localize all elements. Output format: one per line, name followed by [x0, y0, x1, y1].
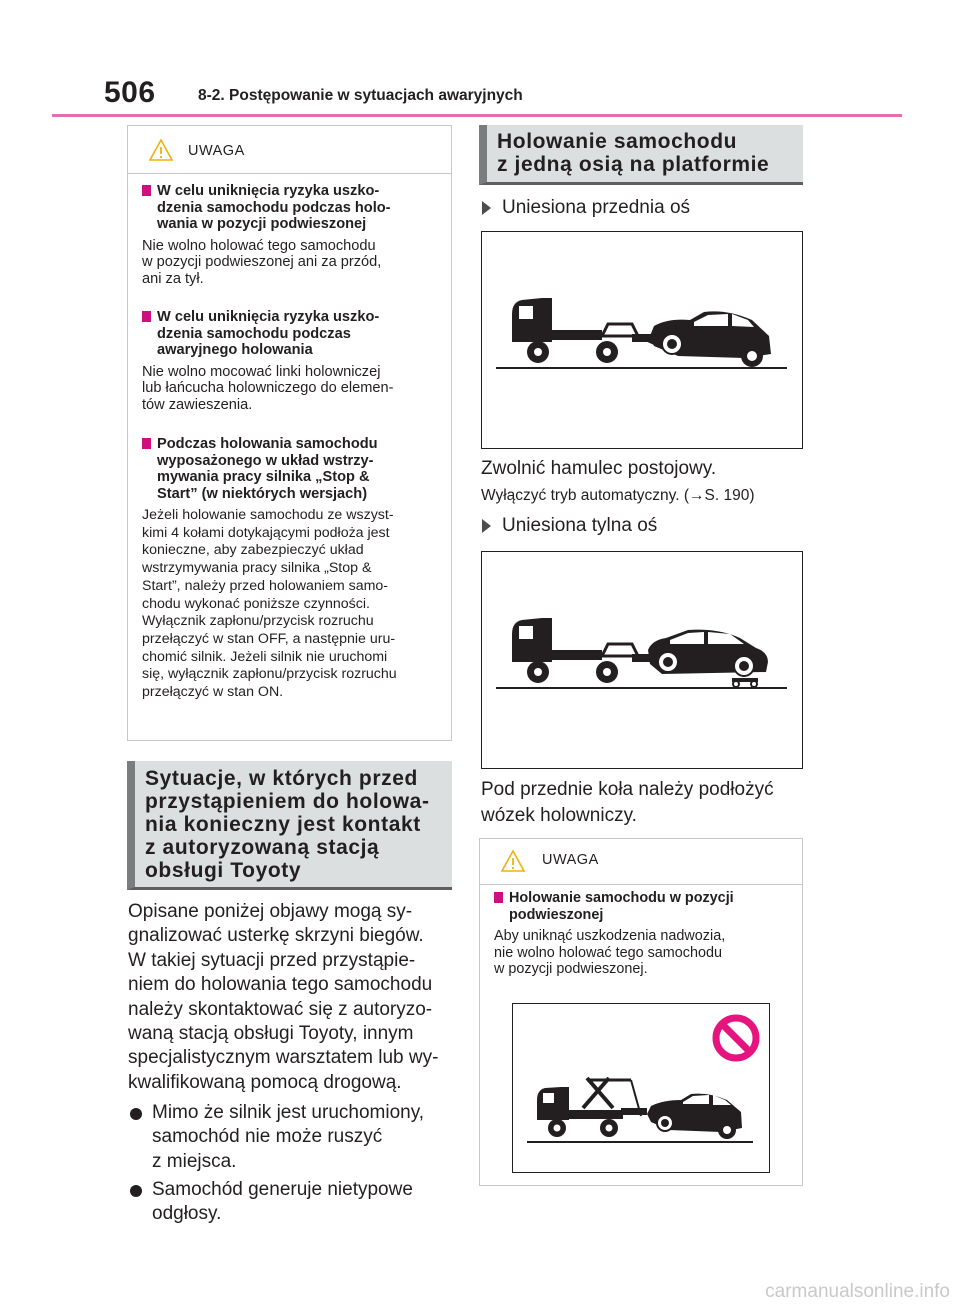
rear-axle-text: Uniesiona tylna oś — [502, 515, 658, 536]
bullet-line: odgłosy. — [152, 1203, 222, 1225]
warning-body-line: wstrzymywania pracy silnika „Stop & — [142, 560, 372, 577]
warning-body-line: chomić silnik. Jeżeli silnik nie uruchomi — [142, 648, 388, 665]
bullet-dot — [130, 1108, 142, 1120]
warning-title: UWAGA — [542, 852, 599, 868]
prohibited-tow-illustration — [513, 1004, 769, 1172]
release-parking-brake: Zwolnić hamulec postojowy. — [481, 458, 717, 479]
bullet-square — [494, 892, 503, 903]
warning-body-line: kimi 4 kołami dotykającymi podłoża jest — [142, 524, 390, 541]
section-heading-line: obsługi Toyoty — [145, 859, 302, 882]
warning-heading-line: W celu uniknięcia ryzyka uszko- — [157, 183, 380, 199]
bullet-line: z miejsca. — [152, 1150, 237, 1172]
bullet-item-1 — [130, 1101, 450, 1176]
bullet-item-2 — [130, 1178, 450, 1228]
warning-section-3 — [142, 436, 441, 702]
warning-body-line: nie wolno holować tego samochodu — [494, 944, 723, 961]
paragraph-line: gnalizować usterkę skrzyni biegów. — [128, 925, 424, 947]
warning-body-line: Start”, należy przed holowaniem samo- — [142, 577, 389, 594]
section-heading-line: z jedną osią na platformie — [497, 153, 770, 176]
bullet-square — [142, 311, 151, 322]
bullet-square — [142, 185, 151, 196]
section-heading-line: nia konieczny jest kontakt — [145, 813, 421, 836]
warning-body-line: Jeżeli holowanie samochodu ze wszyst- — [142, 507, 394, 523]
warning-section-2 — [142, 309, 441, 413]
warning-body-line: tów zawieszenia. — [142, 396, 253, 413]
warning-body-line: chodu wykonać poniższe czynności. — [142, 595, 370, 612]
figure-prohibited-hanging-tow — [512, 1003, 770, 1173]
intro-paragraph — [128, 900, 458, 1095]
section-header-contact-dealer — [127, 761, 452, 890]
tow-truck-rear-axle-illustration — [482, 552, 802, 768]
disable-auto-mode: Wyłączyć tryb automatyczny. (→S. 190) — [481, 487, 755, 504]
arrow-marker-icon — [482, 519, 491, 533]
paragraph-line: specjalistycznym warsztatem lub wy- — [128, 1047, 439, 1069]
warning-box-left — [127, 125, 452, 741]
bullet-square — [142, 438, 151, 449]
warning-heading-line: mywania pracy silnika „Stop & — [157, 469, 370, 485]
warning-icon — [500, 849, 526, 873]
warning-heading-line: Holowanie samochodu w pozycji — [509, 890, 734, 906]
tow-truck-front-axle-illustration — [482, 232, 802, 448]
paragraph-line: niem do holowania tego samochodu — [128, 974, 433, 996]
header-rule — [52, 114, 902, 117]
arrow-marker-icon — [482, 201, 491, 215]
warning-body-line: się, wyłącznik zapłonu/przycisk rozruchu — [142, 666, 397, 683]
rear-axle-label — [482, 515, 782, 539]
warning-header — [128, 126, 451, 174]
warning-title: UWAGA — [188, 143, 245, 159]
warning-heading-line: Start” (w niektórych wersjach) — [157, 485, 368, 502]
warning-body-line: w pozycji podwieszonej ani za przód, — [142, 254, 382, 270]
warning-heading-line: dzenia samochodu podczas — [157, 325, 351, 342]
warning-body-line: konieczne, aby zabezpieczyć układ — [142, 542, 364, 559]
section-heading-line: Holowanie samochodu — [497, 130, 738, 153]
warning-body-line: Aby uniknąć uszkodzenia nadwozia, — [494, 928, 726, 944]
warning-icon — [148, 138, 174, 162]
paragraph-line: wózek holowniczy. — [481, 805, 637, 826]
section-heading-line: przystąpieniem do holowa- — [145, 790, 430, 813]
warning-body-line: Nie wolno mocować linki holowniczej — [142, 363, 381, 380]
warning-body-line: lub łańcucha holowniczego do elemen- — [142, 380, 394, 396]
warning-heading-line: podwieszonej — [509, 906, 604, 923]
bullet-line: samochód nie może ruszyć — [152, 1126, 383, 1148]
figure-front-axle-lifted — [481, 231, 803, 449]
warning-heading-line: wyposażonego w układ wstrzy- — [157, 452, 374, 469]
warning-body-line: Nie wolno holować tego samochodu — [142, 237, 376, 254]
bullet-dot — [130, 1185, 142, 1197]
warning-body-line: przełączyć w stan OFF, a następnie uru- — [142, 630, 396, 647]
warning-body-line: Wyłącznik zapłonu/przycisk rozruchu — [142, 613, 374, 630]
warning-header — [480, 839, 802, 885]
warning-heading-line: wania w pozycji podwieszonej — [157, 216, 367, 232]
warning-section-1 — [142, 183, 441, 287]
warning-body-line: w pozycji podwieszonej. — [494, 961, 648, 977]
bullet-line: Mimo że silnik jest uruchomiony, — [152, 1102, 425, 1123]
warning-box-right — [479, 838, 803, 1186]
paragraph-line: Pod przednie koła należy podłożyć — [481, 779, 774, 800]
paragraph-line: Opisane poniżej objawy mogą sy- — [128, 901, 413, 922]
page-number: 506 — [104, 76, 156, 109]
warning-heading-line: awaryjnego holowania — [157, 342, 313, 358]
warning-body-line: ani za tył. — [142, 270, 204, 287]
front-axle-label — [482, 197, 782, 221]
paragraph-line: waną stacją obsługi Toyoty, innym — [128, 1023, 414, 1045]
warning-heading-line: dzenia samochodu podczas holo- — [157, 199, 391, 216]
warning-heading-line: Podczas holowania samochodu — [157, 436, 378, 452]
paragraph-line: należy skontaktować się z autoryzo- — [128, 998, 433, 1020]
dolly-instruction — [481, 777, 811, 829]
paragraph-line: W takiej sytuacji przed przystąpie- — [128, 949, 416, 971]
chapter-title: 8-2. Postępowanie w sytuacjach awaryjnych — [198, 87, 523, 104]
section-header-one-axle-towing — [479, 125, 803, 185]
bullet-line: Samochód generuje nietypowe — [152, 1179, 413, 1200]
section-heading-line: z autoryzowaną stacją — [145, 836, 380, 859]
front-axle-text: Uniesiona przednia oś — [502, 197, 691, 218]
watermark: carmanualsonline.info — [765, 1281, 950, 1302]
warning-body-line: przełączyć w stan ON. — [142, 684, 284, 701]
warning-section-hanging-tow — [494, 890, 792, 978]
figure-rear-axle-lifted — [481, 551, 803, 769]
section-heading-line: Sytuacje, w których przed — [145, 767, 418, 790]
warning-heading-line: W celu uniknięcia ryzyka uszko- — [157, 309, 380, 325]
paragraph-line: kwalifikowaną pomocą drogową. — [128, 1071, 402, 1093]
